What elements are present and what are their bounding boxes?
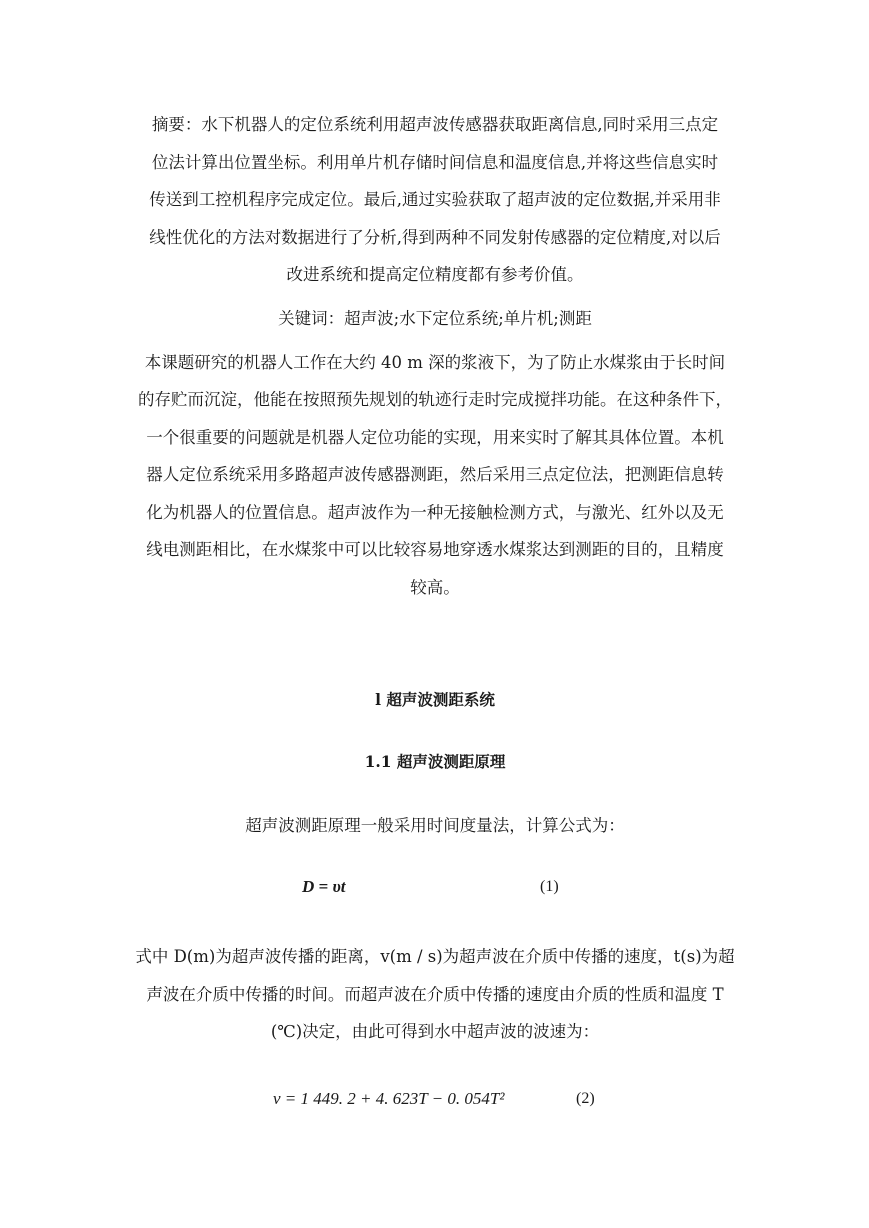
intro-line: 的存贮而沉淀，他能在按照预先规划的轨迹行走时完成搅拌功能。在这种条件下，: [138, 390, 732, 409]
explain-line: 式中 D(m)为超声波传播的距离，v(m / s)为超声波在介质中传播的速度，t(s)为超: [135, 947, 735, 966]
section-heading: l 超声波测距系统: [375, 690, 495, 709]
intro-line: 一个很重要的问题就是机器人定位功能的实现，用来实时了解其具体位置。本机: [146, 428, 724, 447]
formula-2-expression: v = 1 449. 2 + 4. 623T − 0. 054T²: [273, 1089, 505, 1108]
keywords: 关键词：超声波;水下定位系统;单片机;测距: [278, 309, 592, 328]
formula-2-number: (2): [576, 1090, 595, 1107]
abstract-line: 位法计算出位置坐标。利用单片机存储时间信息和温度信息,并将这些信息实时: [151, 153, 719, 172]
principle-text: 超声波测距原理一般采用时间度量法，计算公式为：: [245, 816, 625, 835]
explain-line: 声波在介质中传播的时间。而超声波在介质中传播的速度由介质的性质和温度 T: [146, 985, 724, 1004]
abstract-line: 线性优化的方法对数据进行了分析,得到两种不同发射传感器的定位精度,对以后: [149, 228, 721, 247]
abstract-line: 摘要：水下机器人的定位系统利用超声波传感器获取距离信息,同时采用三点定: [151, 115, 719, 134]
abstract-line: 改进系统和提高定位精度都有参考价值。: [286, 265, 584, 284]
subsection-heading: 1.1 超声波测距原理: [364, 752, 506, 771]
intro-line: 较高。: [410, 578, 460, 597]
formula-1-expression: D = υt: [302, 877, 346, 896]
intro-line: 线电测距相比，在水煤浆中可以比较容易地穿透水煤浆达到测距的目的，且精度: [146, 540, 724, 559]
formula-1-number: (1): [540, 878, 559, 895]
intro-line: 本课题研究的机器人工作在大约 40 m 深的浆液下，为了防止水煤浆由于长时间: [144, 353, 726, 372]
intro-line: 化为机器人的位置信息。超声波作为一种无接触检测方式，与激光、红外以及无: [146, 503, 724, 522]
abstract-line: 传送到工控机程序完成定位。最后,通过实验获取了超声波的定位数据,并采用非: [149, 190, 721, 209]
intro-line: 器人定位系统采用多路超声波传感器测距，然后采用三点定位法，把测距信息转: [146, 465, 724, 484]
explain-line: (℃)决定，由此可得到水中超声波的波速为：: [270, 1022, 600, 1041]
